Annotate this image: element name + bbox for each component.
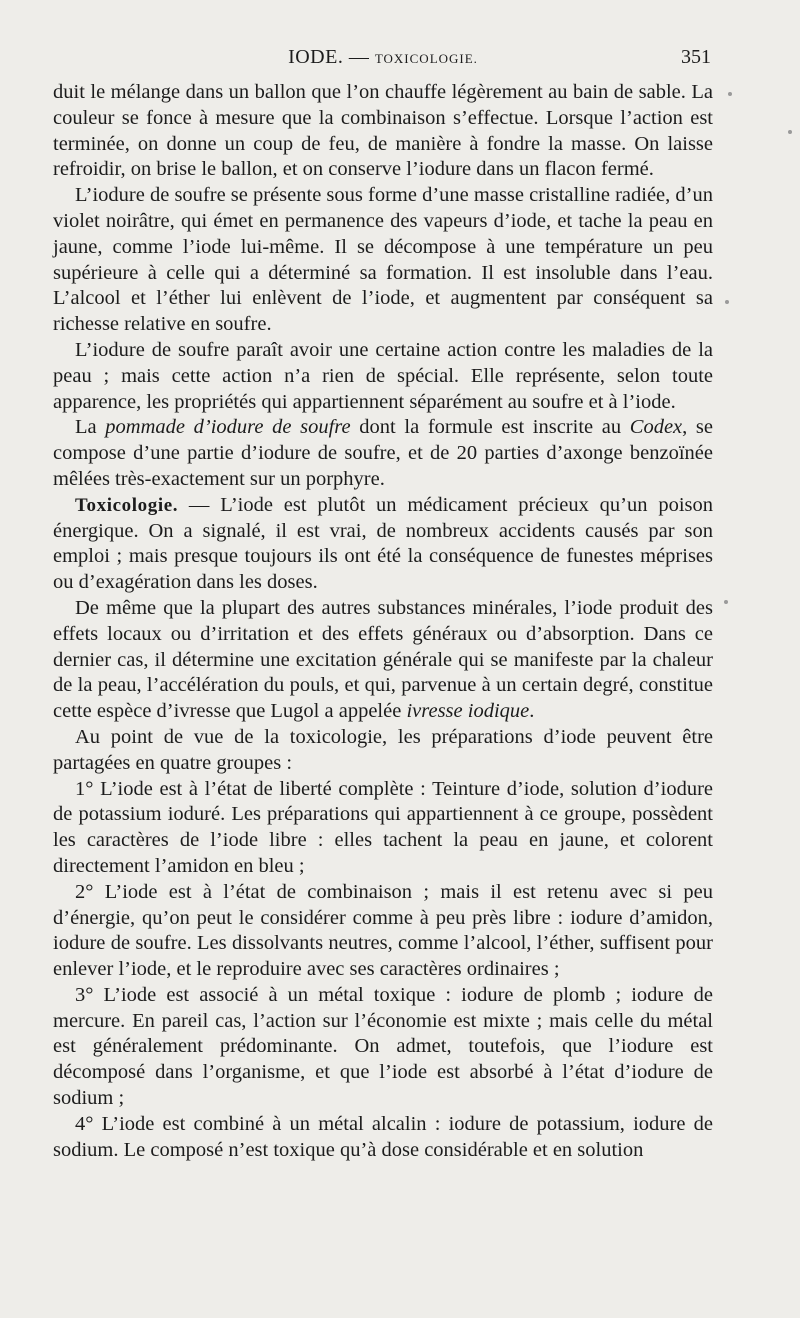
paper-speck xyxy=(725,300,729,304)
paper-speck xyxy=(728,92,732,96)
paragraph: L’iodure de soufre se présente sous forme d’une masse cristalline radiée, d’un violet noirâtre, qui émet en permanence des vapeurs d’iode, et tache la peau en jaune, comme l’iode lui-même. Il se décompose à une température un peu supérieure à celle qui a déterminé sa formation. Il est insoluble dans l’eau. L’alcool et l’éther lui enlèvent de l’iode, et augmentent par conséquent sa richesse relative en soufre. xyxy=(53,184,713,336)
text-span: , se compose d’une partie d’iodure de soufre, et de 20 parties d’axonge benzoïnée mêlées très-exactement sur un porphyre. xyxy=(53,416,714,490)
running-title xyxy=(53,46,713,69)
paragraph xyxy=(53,596,713,725)
list-item: 3° L’iode est associé à un métal toxique : iodure de plomb ; iodure de mercure. En pareil cas, l’action sur l’économie est mixte ; mais celle du métal est généralement prédominante. On admet, toutefois, que l’iodure est décomposé dans l’organisme, et que l’iode est absorbé à l’état d’iodure de sodium ; xyxy=(53,983,713,1110)
text-span: — L’iode est plutôt un médicament précieux qu’un poison énergique. On a signalé, il est vrai, de nombreux accidents causés par son emploi ; mais presque toujours ils ont été la conséquence de funestes méprises ou d’exagération dans les doses. xyxy=(53,493,713,594)
list-item: 1° L’iode est à l’état de liberté complète : Teinture d’iode, solution d’iodure de potassium ioduré. Les préparations qui appartiennent à ce groupe, possèdent les caractères de l’iode libre : elles tachent la peau en jaune, et colorent directement l’amidon en bleu ; xyxy=(53,777,713,877)
paragraph: Au point de vue de la toxicologie, les préparations d’iode peuvent être partagées en quatre groupes : xyxy=(53,725,713,774)
header-title: IODE. xyxy=(288,46,344,68)
text-span: dont la formule est inscrite au xyxy=(350,416,630,439)
list-item: 4° L’iode est combiné à un métal alcalin : iodure de potassium, iodure de sodium. Le composé n’est toxique qu’à dose considérable et en solution xyxy=(53,1112,713,1161)
text-span: De même que la plupart des autres substances minérales, l’iode produit des effets locaux ou d’irritation et des effets généraux ou d’absorption. Dans ce dernier cas, il détermine une excitation générale qui se manifeste par la chaleur de la peau, l’accélération du pouls, et qui, parvenue à un certain degré, constitue cette espèce d’ivresse que Lugol a appelée xyxy=(53,596,713,723)
running-header xyxy=(53,46,713,76)
page-number: 351 xyxy=(681,46,711,68)
section-heading: Toxicologie. xyxy=(75,494,179,516)
text-span: La xyxy=(75,416,106,439)
paper-speck xyxy=(788,130,792,134)
paragraph: L’iodure de soufre paraît avoir une certaine action contre les maladies de la peau ; mais cette action n’a rien de spécial. Elle représente, selon toute apparence, les propriétés qui appartiennent séparément au soufre et à l’iode. xyxy=(53,338,713,413)
paragraph xyxy=(53,415,713,492)
header-subtitle: TOXICOLOGIE. xyxy=(374,51,478,66)
list-item: 2° L’iode est à l’état de combinaison ; mais il est retenu avec si peu d’énergie, qu’on peut le considérer comme à peu près libre : iodure d’amidon, iodure de soufre. Les dissolvants neutres, comme l’alcool, l’éther, suffisent pour enlever l’iode, et le reproduire avec ses caractères ordinaires ; xyxy=(53,880,713,981)
italic-term: ivresse iodique xyxy=(406,700,530,723)
page-body xyxy=(53,80,713,1163)
italic-term: pommade d’iodure de soufre xyxy=(105,416,351,439)
italic-term: Codex xyxy=(629,416,683,439)
paper-speck xyxy=(724,600,728,604)
paragraph xyxy=(53,493,713,596)
paragraph: duit le mélange dans un ballon que l’on chauffe légèrement au bain de sable. La couleur se fonce à mesure que la combinaison s’effectue. Lorsque l’action est terminée, on donne un coup de feu, de manière à fondre la masse. On laisse refroidir, on brise le ballon, et on conserve l’iodure dans un flacon fermé. xyxy=(53,81,713,181)
text-span: . xyxy=(529,700,535,723)
header-dash: — xyxy=(343,46,375,68)
